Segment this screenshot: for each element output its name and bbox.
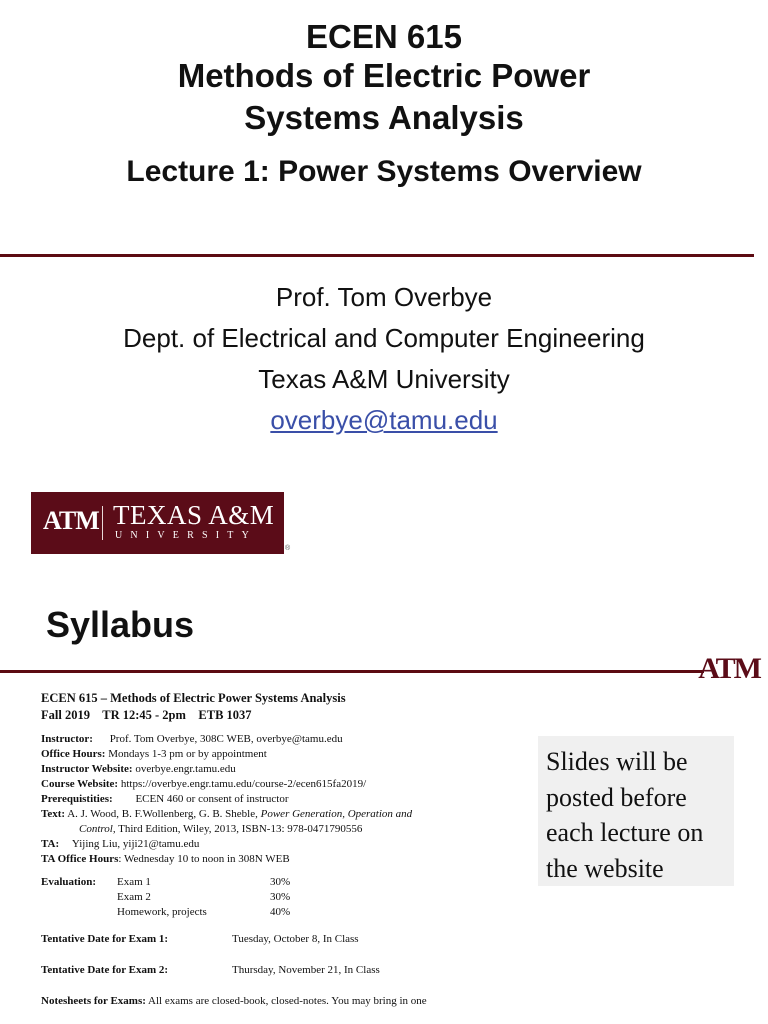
syllabus-term: Fall 2019 TR 12:45 - 2pm ETB 1037 [41,708,252,722]
author-email-row [0,405,768,436]
slide2-divider [0,670,704,673]
ta-row: TA: Yijing Liu, yiji21@tamu.edu [41,838,200,850]
eval-item: Exam 1 [117,876,151,888]
author-university: Texas A&M University [258,364,510,394]
callout-line: the website [546,853,664,883]
text-row-cont: Control, Third Edition, Wiley, 2013, ISBN-13: 978-0471790556 [79,823,363,835]
slides-callout [538,736,734,886]
author-name: Prof. Tom Overbye [275,282,493,312]
exam1-row: Tentative Date for Exam 1: Tuesday, October 8, In Class [41,933,359,945]
logo-subtitle: UNIVERSITY [115,530,257,541]
eval-pct: 30% [270,876,291,888]
syllabus-heading: Syllabus [46,604,195,645]
eval-pct: 40% [270,906,291,918]
instructor-website-row: Instructor Website: overbye.engr.tamu.edu [41,763,236,775]
course-website-row: Course Website: https://overbye.engr.tamu.edu/course-2/ecen615fa2019/ [41,778,367,790]
course-code: ECEN 615 [306,18,462,55]
office-hours-row: Office Hours: Mondays 1-3 pm or by appointment [41,748,267,760]
notesheets-row: Notesheets for Exams: All exams are closed-book, closed-notes. You may bring in one [41,995,427,1007]
prerequisites-row: Prerequistities: ECEN 460 or consent of instructor [41,793,289,805]
callout-line: posted before [546,782,687,812]
tamu-logo [31,492,284,554]
course-title-line1: Methods of Electric Power [177,57,591,94]
exam2-row: Tentative Date for Exam 2: Thursday, November 21, In Class [41,964,380,976]
evaluation-table: Evaluation: Exam 1 30% Exam 2 30% Homework, projects 40% [41,876,291,918]
syllabus-document [41,690,511,1009]
callout-line: Slides will be [546,747,688,776]
logo-name: TEXAS A&M [113,500,275,530]
course-title-line2: Systems Analysis [244,99,524,136]
eval-item: Exam 2 [117,891,151,903]
logo-divider [102,506,103,540]
atm-corner-icon: ATM [698,652,760,685]
lecture-title: Lecture 1: Power Systems Overview [126,155,642,188]
eval-pct: 30% [270,891,291,903]
atm-mark-icon: ATM [43,506,99,535]
syllabus-title: ECEN 615 – Methods of Electric Power Systems Analysis [41,691,346,705]
registered-mark: ® [285,545,291,552]
text-row: Text: A. J. Wood, B. F.Wollenberg, G. B. Sheble, Power Generation, Operation and [41,808,413,820]
author-email-link[interactable]: overbye@tamu.edu [270,405,498,435]
eval-item: Homework, projects [117,906,207,918]
ta-hours-row: TA Office Hours: Wednesday 10 to noon in 308N WEB [41,853,290,865]
header-divider [0,254,754,257]
instructor-row: Instructor: Prof. Tom Overbye, 308C WEB, overbye@tamu.edu [41,733,343,745]
callout-line: each lecture on [546,818,704,847]
author-department: Dept. of Electrical and Computer Engineering [123,323,645,353]
